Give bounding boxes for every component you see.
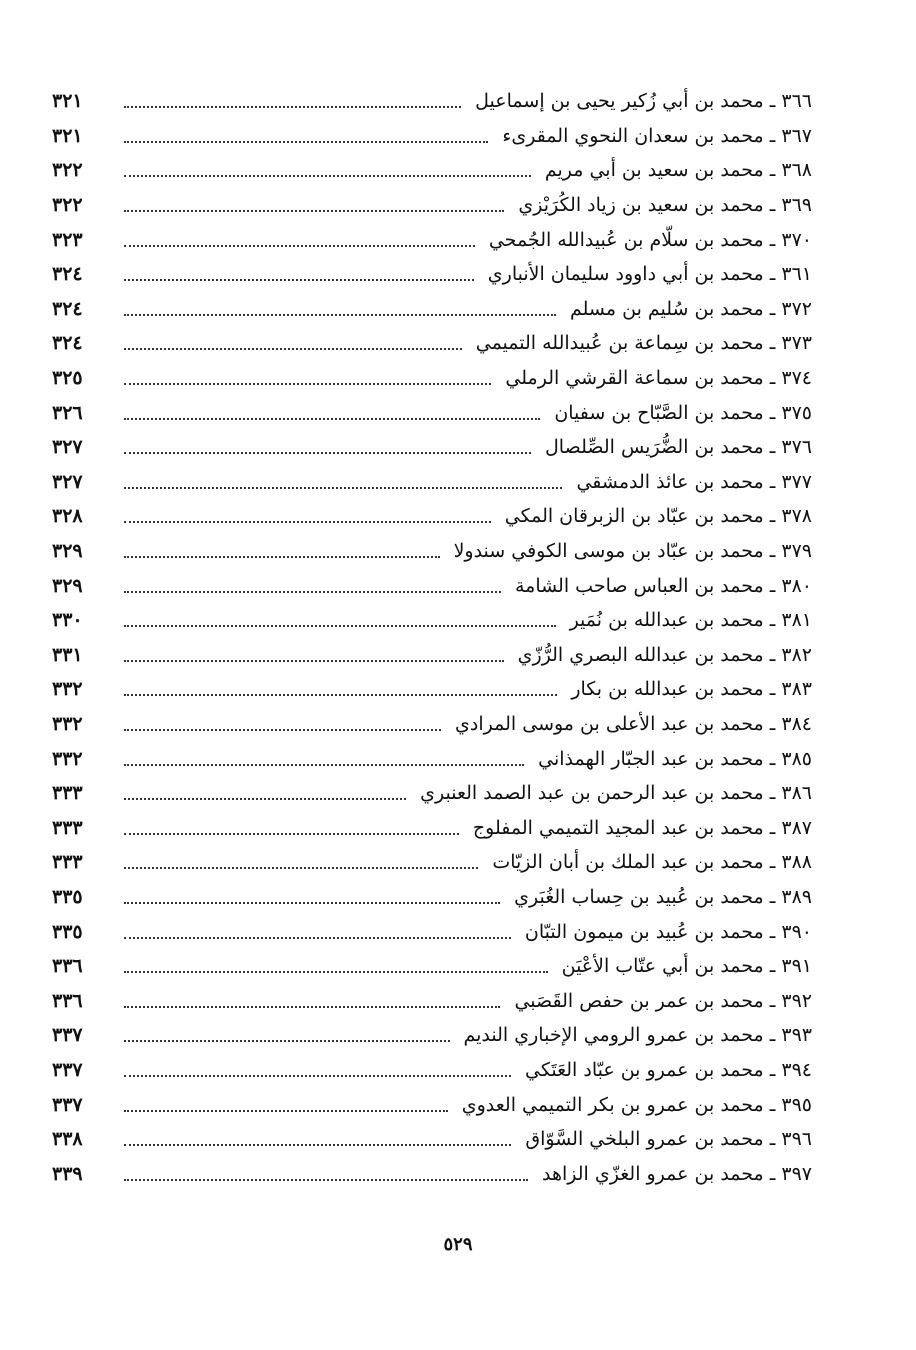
entry-number: ٣٨٨	[781, 851, 812, 874]
toc-entry	[52, 84, 812, 119]
entry-separator: ـ	[763, 643, 782, 666]
dot-leader	[124, 625, 556, 627]
entry-page-number: ٣٣٩	[52, 1162, 83, 1185]
toc-entry	[52, 949, 812, 984]
entry-number: ٣٧٤	[781, 367, 812, 390]
toc-entry	[52, 1053, 812, 1088]
entry-separator: ـ	[763, 747, 782, 770]
dot-leader	[124, 418, 540, 420]
entry-title	[525, 1128, 812, 1150]
entry-title	[454, 540, 812, 562]
page-number: ٥٢٩	[443, 1234, 473, 1255]
entry-name: محمد بن عبد الأعلى بن موسى المرادي	[455, 712, 764, 735]
entry-name: محمد بن سعيد بن زياد الكُرَيْزي	[518, 194, 764, 217]
entry-title	[525, 1059, 812, 1081]
toc-entry	[52, 741, 812, 776]
entry-title	[514, 990, 812, 1012]
entry-number: ٣٦٦	[781, 90, 812, 113]
entry-name: محمد بن سِماعة بن عُبيدالله التميمي	[475, 332, 764, 355]
dot-leader	[124, 279, 474, 281]
entry-title	[505, 367, 812, 389]
entry-separator: ـ	[763, 505, 782, 528]
dot-leader	[124, 1179, 528, 1181]
entry-number: ٣٩٥	[781, 1093, 812, 1116]
entry-title	[542, 1163, 812, 1185]
toc-entry	[52, 292, 812, 327]
entry-number: ٣٧٠	[781, 228, 812, 251]
entry-name: محمد بن الضُّرَيس الصِّلصال	[545, 436, 764, 459]
toc-entry	[52, 430, 812, 465]
entry-number: ٣٦١	[781, 263, 812, 286]
dot-leader	[124, 660, 504, 662]
entry-number: ٣٦٨	[781, 159, 812, 182]
entry-name: محمد بن عُبيد بن حِساب الغُبَري	[514, 885, 764, 908]
entry-page-number: ٣٣٨	[52, 1128, 83, 1151]
entry-number: ٣٧٢	[781, 297, 812, 320]
entry-name: محمد بن سعدان النحوي المقرىء	[502, 124, 764, 147]
entry-separator: ـ	[763, 574, 782, 597]
entry-separator: ـ	[763, 1024, 782, 1047]
entry-name: محمد بن الصَّبّاح بن سفيان	[554, 401, 764, 424]
entry-name: محمد بن عبدالله البصري الرُّزّي	[517, 643, 764, 666]
entry-number: ٣٨٠	[781, 574, 812, 597]
entry-page-number: ٣٢٩	[52, 574, 83, 597]
entry-separator: ـ	[763, 851, 782, 874]
entry-page-number: ٣٣٠	[52, 609, 83, 632]
dot-leader	[124, 383, 491, 385]
entry-name: محمد بن أبي زُكير يحيى بن إسماعيل	[475, 90, 764, 113]
entry-page-number: ٣٣١	[52, 643, 83, 666]
dot-leader	[124, 175, 531, 177]
entry-number: ٣٨٤	[781, 712, 812, 735]
dot-leader	[124, 106, 461, 108]
toc-entry	[52, 534, 812, 569]
entry-page-number: ٣٣٥	[52, 920, 83, 943]
toc-entry	[52, 1087, 812, 1122]
entry-name: محمد بن عائذ الدمشقي	[576, 470, 764, 493]
entry-number: ٣٨٥	[781, 747, 812, 770]
entry-title	[475, 90, 812, 112]
entry-separator: ـ	[763, 124, 782, 147]
entry-name: محمد بن عُبيد بن ميمون التبّان	[524, 920, 764, 943]
dot-leader	[124, 210, 504, 212]
entry-number: ٣٨٩	[781, 885, 812, 908]
entry-name: محمد بن عبّاد بن الزبرقان المكي	[504, 505, 764, 528]
entry-separator: ـ	[763, 816, 782, 839]
dot-leader	[124, 1040, 450, 1042]
entry-page-number: ٣٣٦	[52, 989, 83, 1012]
entry-title	[518, 644, 812, 666]
toc-entry	[52, 672, 812, 707]
entry-number: ٣٩٠	[781, 920, 812, 943]
entry-separator: ـ	[763, 332, 782, 355]
entry-number: ٣٦٩	[781, 194, 812, 217]
entry-title	[545, 159, 812, 181]
toc-entry	[52, 880, 812, 915]
toc-entry	[52, 983, 812, 1018]
entry-title	[502, 125, 812, 147]
entry-number: ٣٦٧	[781, 124, 812, 147]
entry-page-number: ٣٢٤	[52, 332, 83, 355]
entry-name: محمد بن عمر بن حفص القَصَبي	[514, 989, 764, 1012]
entry-number: ٣٩٧	[781, 1162, 812, 1185]
entry-name: محمد بن سلّام بن عُبيدالله الجُمحي	[488, 228, 764, 251]
dot-leader	[124, 867, 478, 869]
dot-leader	[124, 348, 462, 350]
entry-title	[525, 921, 812, 943]
toc-entry	[52, 1122, 812, 1157]
entry-separator: ـ	[763, 920, 782, 943]
entry-page-number: ٣٣٦	[52, 955, 83, 978]
dot-leader	[124, 833, 459, 835]
entry-page-number: ٣٣٥	[52, 885, 83, 908]
entry-number: ٣٧٦	[781, 436, 812, 459]
entry-number: ٣٩٢	[781, 989, 812, 1012]
entry-title	[570, 298, 812, 320]
entry-page-number: ٣٢٢	[52, 159, 83, 182]
dot-leader	[124, 452, 531, 454]
entry-title	[462, 1094, 812, 1116]
entry-name: محمد بن العباس صاحب الشامة	[514, 574, 764, 597]
entry-title	[554, 402, 812, 424]
dot-leader	[124, 1075, 511, 1077]
entry-separator: ـ	[763, 401, 782, 424]
entry-name: محمد بن سماعة القرشي الرملي	[505, 367, 764, 390]
entry-number: ٣٧٨	[781, 505, 812, 528]
dot-leader	[124, 1006, 500, 1008]
entry-name: محمد بن سُليم بن مسلم	[570, 297, 764, 320]
toc-entry	[52, 707, 812, 742]
entry-title	[492, 851, 812, 873]
entry-title	[571, 678, 812, 700]
entry-title	[505, 505, 812, 527]
entry-number: ٣٧٧	[781, 470, 812, 493]
entry-name: محمد بن عمرو بن عبّاد العَتَكي	[525, 1058, 764, 1081]
dot-leader	[124, 729, 441, 731]
entry-number: ٣٩٤	[781, 1058, 812, 1081]
toc-entry	[52, 222, 812, 257]
entry-separator: ـ	[763, 90, 782, 113]
entry-separator: ـ	[763, 540, 782, 563]
entry-name: محمد بن سعيد بن أبي مريم	[544, 159, 764, 182]
entry-name: محمد بن عبّاد بن موسى الكوفي سندولا	[453, 540, 764, 563]
dot-leader	[124, 141, 488, 143]
entry-number: ٣٧٩	[781, 540, 812, 563]
entry-name: محمد بن عبد المجيد التميمي المفلوج	[472, 816, 764, 839]
toc-entry	[52, 188, 812, 223]
toc-entry	[52, 465, 812, 500]
entry-title	[455, 713, 812, 735]
entry-page-number: ٣٣٧	[52, 1093, 83, 1116]
entry-number: ٣٨٧	[781, 816, 812, 839]
entry-separator: ـ	[763, 263, 782, 286]
toc-entry	[52, 568, 812, 603]
toc-entry	[52, 914, 812, 949]
entry-page-number: ٣٢٩	[52, 540, 83, 563]
entry-title	[464, 1024, 813, 1046]
toc-entry	[52, 499, 812, 534]
dot-leader	[124, 971, 548, 973]
entry-separator: ـ	[763, 194, 782, 217]
entry-title	[514, 886, 812, 908]
entry-name: محمد بن أبي داوود سليمان الأنباري	[487, 263, 764, 286]
entry-number: ٣٨٦	[781, 782, 812, 805]
entry-number: ٣٨٢	[781, 643, 812, 666]
entry-title	[488, 263, 812, 285]
entry-page-number: ٣٣٣	[52, 782, 83, 805]
toc-entry	[52, 638, 812, 673]
entry-page-number: ٣٢٢	[52, 194, 83, 217]
toc-entry	[52, 361, 812, 396]
entry-title	[576, 471, 812, 493]
toc-entry	[52, 257, 812, 292]
entry-name: محمد بن أبي عتّاب الأعْيَن	[561, 955, 764, 978]
entry-page-number: ٣٢٤	[52, 297, 83, 320]
dot-leader	[124, 556, 440, 558]
entry-page-number: ٣٢١	[52, 90, 83, 113]
entry-title	[473, 817, 812, 839]
entry-title	[420, 782, 812, 804]
entry-separator: ـ	[763, 1128, 782, 1151]
entry-number: ٣٨٣	[781, 678, 812, 701]
entry-separator: ـ	[763, 436, 782, 459]
entry-name: محمد بن عبد الملك بن أبان الزيّات	[492, 851, 764, 874]
table-of-contents	[52, 84, 812, 1191]
entry-separator: ـ	[763, 955, 782, 978]
entry-title	[538, 748, 812, 770]
toc-entry	[52, 395, 812, 430]
entry-number: ٣٧٣	[781, 332, 812, 355]
entry-separator: ـ	[763, 678, 782, 701]
toc-entry	[52, 776, 812, 811]
dot-leader	[124, 1110, 448, 1112]
entry-number: ٣٩٦	[781, 1128, 812, 1151]
entry-title	[570, 609, 812, 631]
entry-number: ٣٨١	[781, 609, 812, 632]
entry-name: محمد بن عمرو الرومي الإخباري النديم	[463, 1024, 764, 1047]
entry-page-number: ٣٢٣	[52, 228, 83, 251]
dot-leader	[124, 902, 500, 904]
entry-name: محمد بن عبدالله بن نُمَير	[569, 609, 764, 632]
entry-page-number: ٣٢٧	[52, 436, 83, 459]
entry-title	[515, 575, 812, 597]
toc-entry	[52, 119, 812, 154]
entry-separator: ـ	[763, 1162, 782, 1185]
entry-number: ٣٩١	[781, 955, 812, 978]
entry-separator: ـ	[763, 367, 782, 390]
entry-title	[476, 332, 812, 354]
dot-leader	[124, 591, 501, 593]
entry-number: ٣٧٥	[781, 401, 812, 424]
entry-page-number: ٣٣٣	[52, 851, 83, 874]
toc-entry	[52, 153, 812, 188]
dot-leader	[124, 314, 556, 316]
entry-page-number: ٣٢٤	[52, 263, 83, 286]
entry-page-number: ٣٣٧	[52, 1058, 83, 1081]
entry-name: محمد بن عمرو البلخي السَّوّاق	[525, 1128, 764, 1151]
dot-leader	[124, 1144, 511, 1146]
toc-entry	[52, 810, 812, 845]
entry-separator: ـ	[763, 1093, 782, 1116]
entry-title	[562, 955, 812, 977]
entry-separator: ـ	[763, 712, 782, 735]
entry-separator: ـ	[763, 470, 782, 493]
toc-entry	[52, 603, 812, 638]
entry-page-number: ٣٣٧	[52, 1024, 83, 1047]
entry-name: محمد بن عبد الجبّار الهمذاني	[538, 747, 764, 770]
entry-page-number: ٣٢٧	[52, 470, 83, 493]
dot-leader	[124, 798, 406, 800]
dot-leader	[124, 521, 491, 523]
entry-name: محمد بن عمرو بن بكر التميمي العدوي	[461, 1093, 764, 1116]
entry-page-number: ٣٣٢	[52, 678, 83, 701]
dot-leader	[124, 694, 557, 696]
entry-number: ٣٩٣	[781, 1024, 812, 1047]
entry-separator: ـ	[763, 297, 782, 320]
entry-separator: ـ	[763, 228, 782, 251]
entry-separator: ـ	[763, 159, 782, 182]
entry-page-number: ٣٣٣	[52, 816, 83, 839]
entry-page-number: ٣٢٦	[52, 401, 83, 424]
entry-title	[518, 194, 812, 216]
dot-leader	[124, 937, 511, 939]
entry-name: محمد بن عبدالله بن بكار	[571, 678, 764, 701]
entry-page-number: ٣٣٢	[52, 747, 83, 770]
toc-entry	[52, 1018, 812, 1053]
entry-separator: ـ	[763, 989, 782, 1012]
entry-title	[545, 436, 812, 458]
entry-name: محمد بن عمرو الغزّي الزاهد	[542, 1162, 764, 1185]
entry-separator: ـ	[763, 1058, 782, 1081]
dot-leader	[124, 245, 475, 247]
toc-entry	[52, 1156, 812, 1191]
toc-entry	[52, 845, 812, 880]
entry-separator: ـ	[763, 782, 782, 805]
entry-page-number: ٣٢٥	[52, 367, 83, 390]
entry-page-number: ٣٢٨	[52, 505, 83, 528]
entry-title	[489, 229, 812, 251]
entry-page-number: ٣٣٢	[52, 712, 83, 735]
entry-name: محمد بن عبد الرحمن بن عبد الصمد العنبري	[420, 782, 764, 805]
dot-leader	[124, 487, 562, 489]
entry-separator: ـ	[763, 885, 782, 908]
entry-page-number: ٣٢١	[52, 124, 83, 147]
entry-separator: ـ	[763, 609, 782, 632]
dot-leader	[124, 764, 524, 766]
toc-entry	[52, 326, 812, 361]
